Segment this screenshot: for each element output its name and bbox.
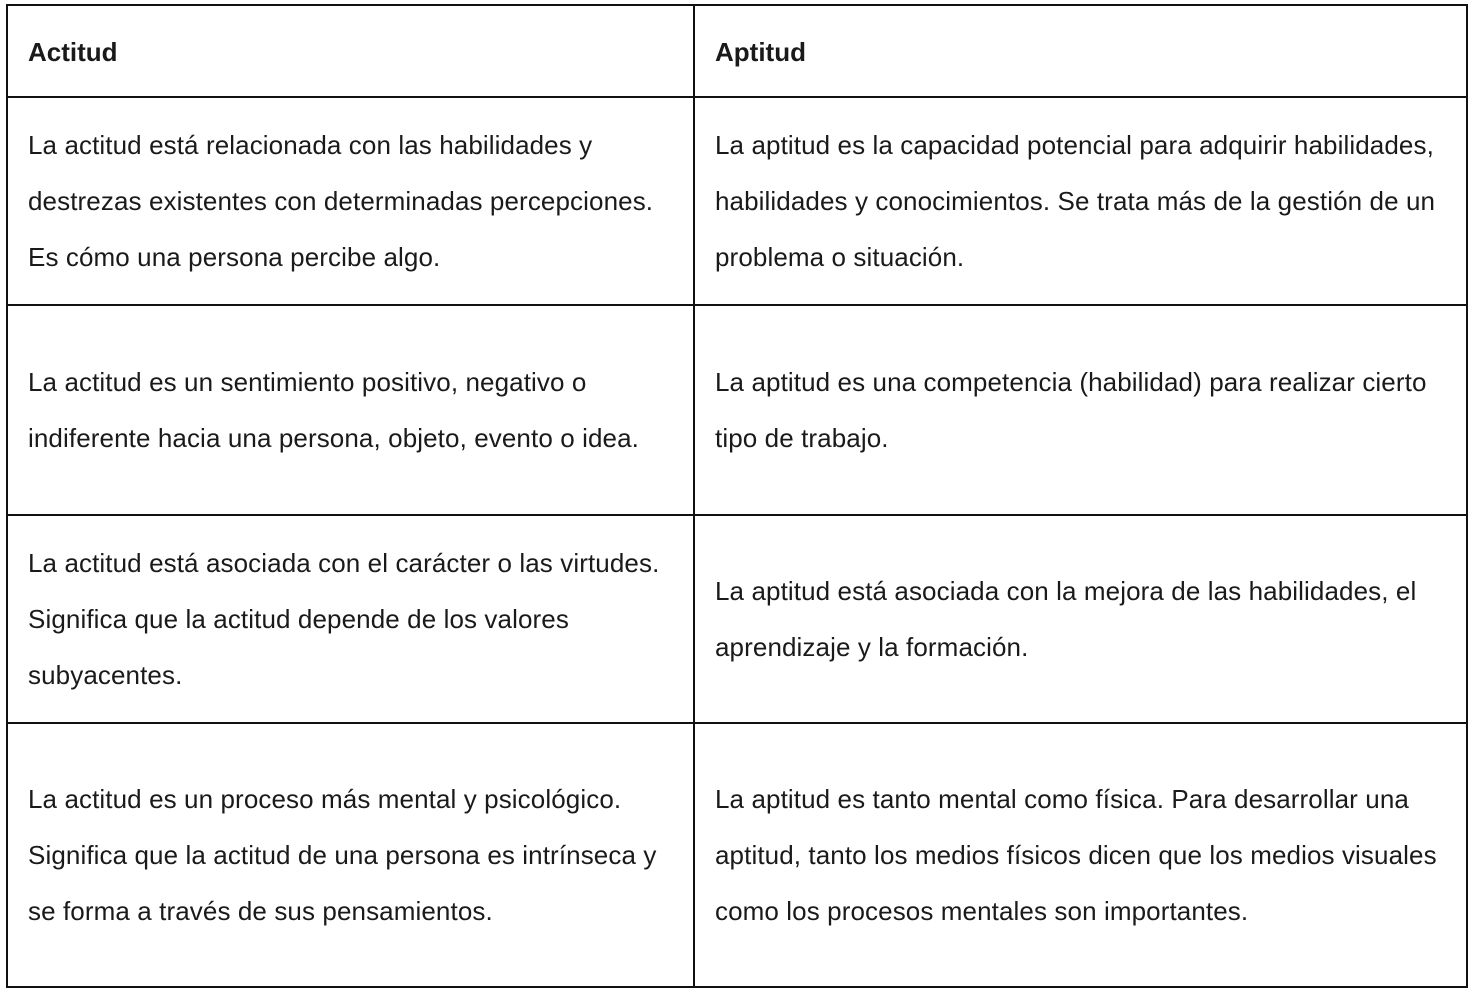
cell-aptitud: La aptitud es la capacidad potencial para adquirir habilidades, habilidades y conocimientos. Se trata más de la gestión de un problema o situación.	[694, 97, 1467, 305]
cell-actitud: La actitud es un sentimiento positivo, negativo o indiferente hacia una persona, objeto, evento o idea.	[7, 305, 694, 515]
cell-actitud: La actitud es un proceso más mental y psicológico. Significa que la actitud de una persona es intrínseca y se forma a través de sus pensamientos.	[7, 723, 694, 987]
table-header-row	[7, 5, 1467, 97]
table-row	[7, 97, 1467, 305]
table-row	[7, 723, 1467, 987]
table-row	[7, 515, 1467, 723]
header-actitud: Actitud	[7, 5, 694, 97]
cell-actitud: La actitud está relacionada con las habilidades y destrezas existentes con determinadas percepciones. Es cómo una persona percibe algo.	[7, 97, 694, 305]
comparison-table	[6, 4, 1468, 988]
cell-actitud: La actitud está asociada con el carácter o las virtudes. Significa que la actitud depende de los valores subyacentes.	[7, 515, 694, 723]
header-aptitud: Aptitud	[694, 5, 1467, 97]
cell-aptitud: La aptitud es tanto mental como física. Para desarrollar una aptitud, tanto los medios físicos dicen que los medios visuales como los procesos mentales son importantes.	[694, 723, 1467, 987]
cell-aptitud: La aptitud es una competencia (habilidad) para realizar cierto tipo de trabajo.	[694, 305, 1467, 515]
cell-aptitud: La aptitud está asociada con la mejora de las habilidades, el aprendizaje y la formación.	[694, 515, 1467, 723]
comparison-table-container	[6, 4, 1466, 988]
table-row	[7, 305, 1467, 515]
